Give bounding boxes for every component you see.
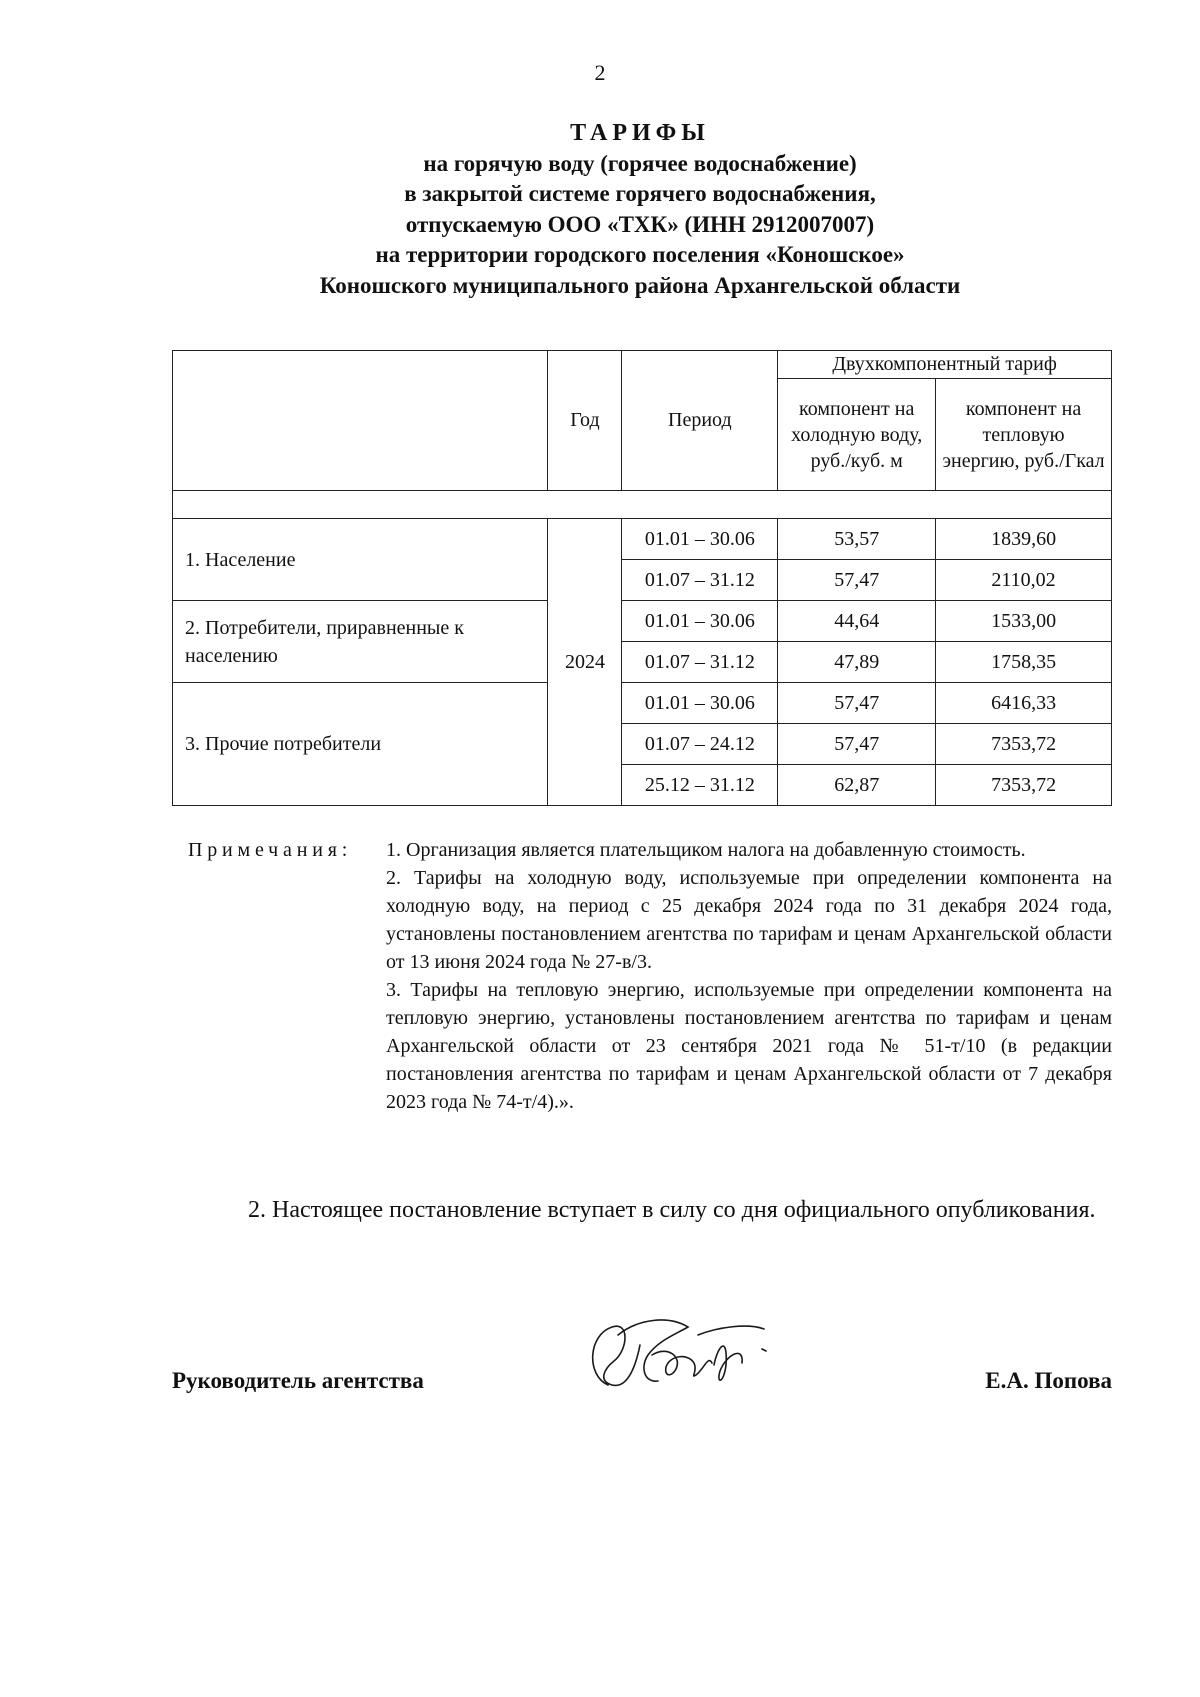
title-line: отпускаемую ООО «ТХК» (ИНН 2912007007) bbox=[405, 211, 875, 237]
decree-paragraph: 2. Настоящее постановление вступает в силу со дня официального опубликования. bbox=[248, 1197, 1096, 1223]
year-cell: 2024 bbox=[548, 519, 622, 806]
title-line: Коношского муниципального района Архангельской области bbox=[319, 272, 961, 298]
signatory-position: Руководитель агентства bbox=[172, 1368, 424, 1393]
period-cell: 01.07 – 31.12 bbox=[622, 560, 778, 601]
period-cell: 01.07 – 31.12 bbox=[622, 642, 778, 683]
table-row bbox=[173, 683, 1112, 724]
heat-value-cell: 1839,60 bbox=[936, 519, 1112, 560]
page-number: 2 bbox=[594, 60, 606, 85]
tariff-table bbox=[172, 350, 1112, 806]
notes-section bbox=[188, 836, 1112, 1116]
period-cell: 01.01 – 30.06 bbox=[622, 683, 778, 724]
note-item: 2. Тарифы на холодную воду, используемые при определении компонента на холодную воду, на период с 25 декабря 2024 года по 31 декабря 2024 года, установлены постановлением агентства по тарифам и ценам Архангельской области от 13 июня 2024 года № 27-в/3. bbox=[386, 867, 1112, 973]
period-cell: 01.01 – 30.06 bbox=[622, 601, 778, 642]
header-thermal-component: компонент на тепловую энергию, руб./Гкал bbox=[936, 379, 1112, 491]
note-item: 3. Тарифы на тепловую энергию, используемые при определении компонента на тепловую энергию, установлены постановлением агентства по тарифам и ценам Архангельской области от 23 сентября 2021 года № 51-т/10 (в редакции постановления агентства по тарифам и ценам Архангельской области от 7 декабря 2023 года № 74-т/4).». bbox=[386, 979, 1112, 1113]
header-period: Период bbox=[622, 351, 778, 491]
group-name: 1. Население bbox=[173, 519, 548, 601]
period-cell: 01.07 – 24.12 bbox=[622, 724, 778, 765]
cold-value-cell: 47,89 bbox=[778, 642, 936, 683]
heat-value-cell: 7353,72 bbox=[936, 765, 1112, 806]
title-main: ТАРИФЫ bbox=[570, 120, 710, 146]
signatory-name: Е.А. Попова bbox=[985, 1368, 1112, 1393]
heat-value-cell: 2110,02 bbox=[936, 560, 1112, 601]
header-year: Год bbox=[548, 351, 622, 491]
table-row bbox=[173, 519, 1112, 560]
period-cell: 25.12 – 31.12 bbox=[622, 765, 778, 806]
table-spacer-row bbox=[173, 491, 1112, 519]
header-two-component: Двухкомпонентный тариф bbox=[778, 351, 1112, 379]
header-category bbox=[173, 351, 548, 491]
notes-label: Примечания: bbox=[188, 839, 353, 861]
group-name: 3. Прочие потребители bbox=[173, 683, 548, 806]
cold-value-cell: 57,47 bbox=[778, 683, 936, 724]
handwritten-signature bbox=[578, 1305, 788, 1405]
cold-value-cell: 57,47 bbox=[778, 560, 936, 601]
cold-value-cell: 44,64 bbox=[778, 601, 936, 642]
title-line: на территории городского поселения «Коношское» bbox=[375, 242, 905, 267]
notes-list bbox=[386, 836, 1112, 1116]
cold-value-cell: 57,47 bbox=[778, 724, 936, 765]
header-cold-water-component: компонент на холодную воду, руб./куб. м bbox=[778, 379, 936, 491]
cold-value-cell: 62,87 bbox=[778, 765, 936, 806]
heat-value-cell: 6416,33 bbox=[936, 683, 1112, 724]
document-title bbox=[160, 118, 1120, 301]
heat-value-cell: 7353,72 bbox=[936, 724, 1112, 765]
title-line: в закрытой системе горячего водоснабжения, bbox=[404, 181, 876, 206]
note-item: 1. Организация является плательщиком налога на добавленную стоимость. bbox=[386, 839, 1026, 861]
group-name: 2. Потребители, приравненные к населению bbox=[173, 601, 548, 683]
title-line: на горячую воду (горячее водоснабжение) bbox=[423, 150, 857, 176]
table-row bbox=[173, 601, 1112, 642]
cold-value-cell: 53,57 bbox=[778, 519, 936, 560]
heat-value-cell: 1533,00 bbox=[936, 601, 1112, 642]
period-cell: 01.01 – 30.06 bbox=[622, 519, 778, 560]
heat-value-cell: 1758,35 bbox=[936, 642, 1112, 683]
